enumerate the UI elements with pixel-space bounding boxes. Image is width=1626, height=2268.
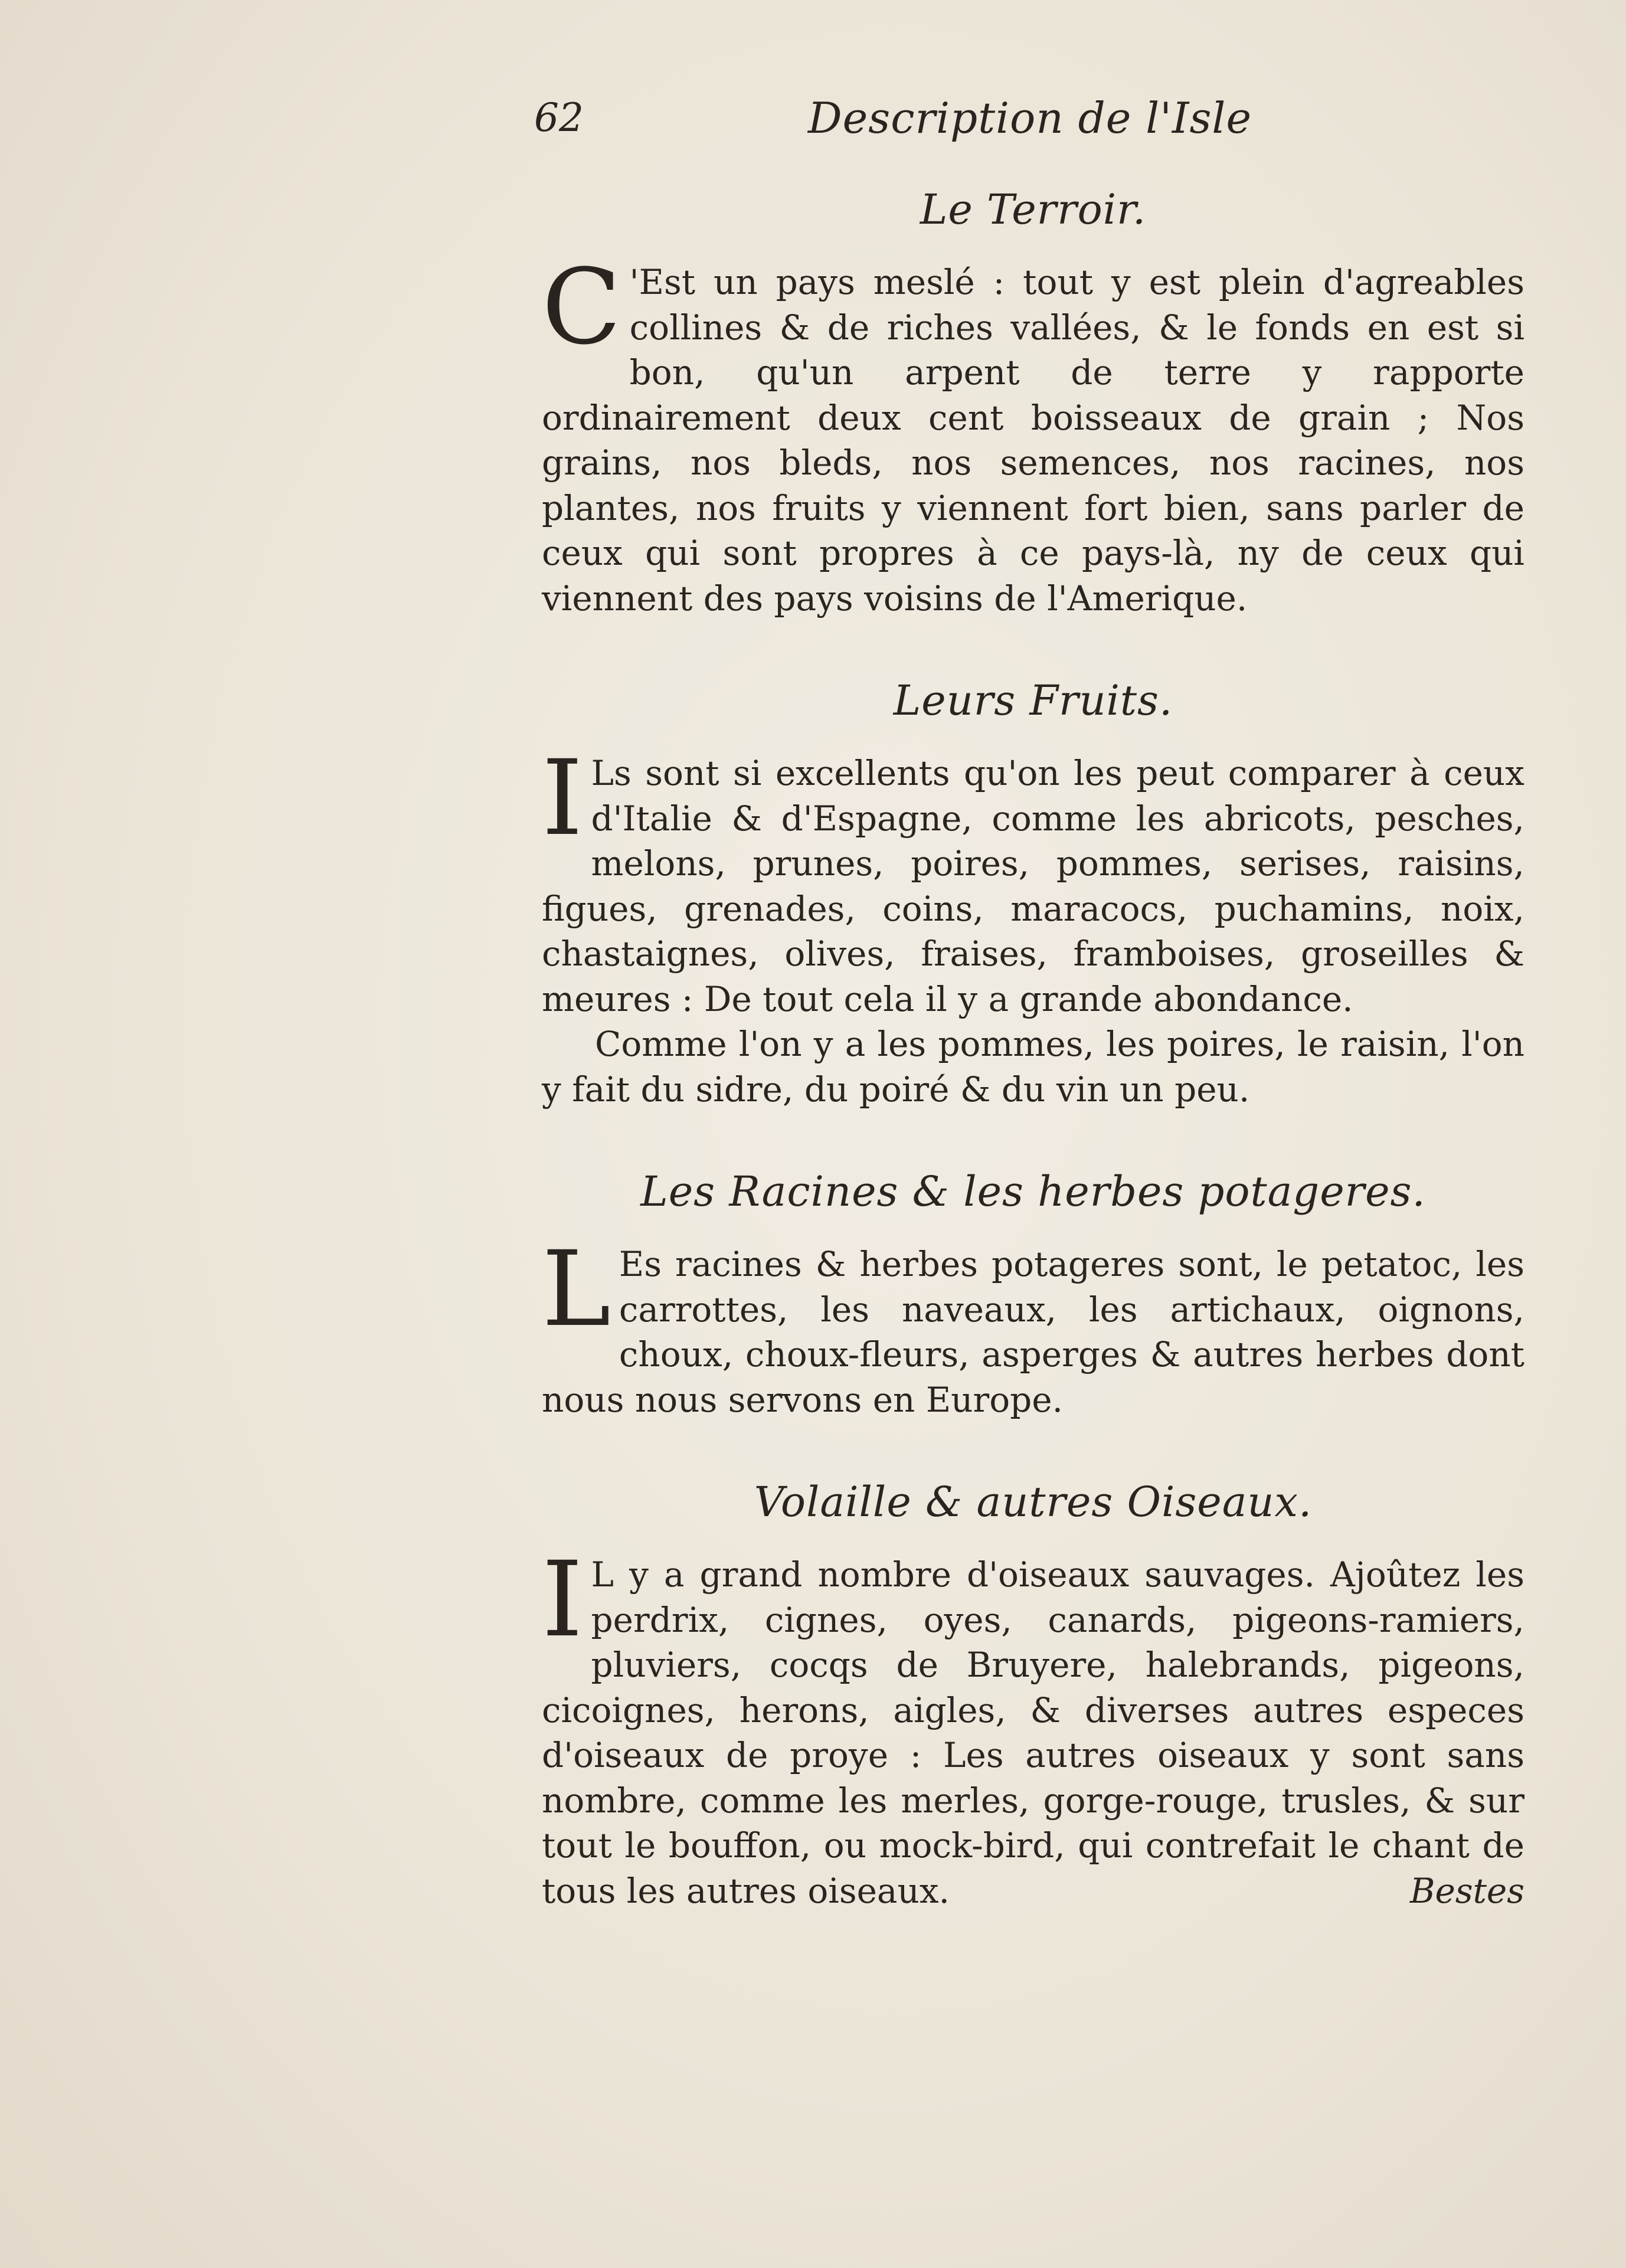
- section-terroir: [542, 183, 1524, 621]
- section-volaille: [542, 1475, 1524, 1913]
- page-header: [534, 89, 1526, 148]
- page-content: [542, 177, 1524, 1913]
- paragraph-text: 'Est un pays meslé : tout y est plein d'agreables collines & de riches vallées, & le fonds en est si bon, qu'un arpent de terre y rapporte ordinairement deux cent boisseaux de grain ; Nos grains, nos bleds, nos semences, nos racines, nos plantes, nos fruits y viennent fort bien, sans parler de ceux qui sont propres à ce pays-là, ny de ceux qui viennent des pays voisins de l'Amerique.: [542, 262, 1524, 618]
- section-fruits: [542, 674, 1524, 1112]
- section-heading: Leurs Fruits.: [893, 676, 1173, 725]
- section-heading: Volaille & autres Oiseaux.: [754, 1478, 1313, 1526]
- section-paragraph: [542, 738, 1524, 1022]
- section-paragraph: [542, 247, 1524, 621]
- catchword: Bestes: [1409, 1871, 1524, 1911]
- section-paragraph: [542, 1229, 1524, 1422]
- drop-capital: I: [542, 1539, 583, 1660]
- drop-capital: C: [542, 247, 621, 368]
- drop-capital: I: [542, 738, 583, 859]
- paragraph-text: Ls sont si excellents qu'on les peut comparer à ceux d'Italie & d'Espagne, comme les abricots, pesches, melons, prunes, poires, pommes, serises, raisins, figues, grenades, coins, maracocs, puchamins, noix, chastaignes, olives, fraises, framboises, groseilles & meures : De tout cela il y a grande abondance.: [542, 753, 1524, 1019]
- section-paragraph-2: Comme l'on y a les pommes, les poires, le raisin, l'on y fait du sidre, du poiré & du vin un peu.: [542, 1024, 1524, 1110]
- page-number: 62: [534, 95, 584, 140]
- section-heading: Les Racines & les herbes potageres.: [640, 1167, 1426, 1216]
- section-racines: [542, 1165, 1524, 1422]
- drop-capital: L: [542, 1229, 611, 1350]
- running-title: Description de l'Isle: [807, 93, 1252, 143]
- paragraph-text: L y a grand nombre d'oiseaux sauvages. Ajoûtez les perdrix, cignes, oyes, canards, pigeons-ramiers, pluviers, cocqs de Bruyere, halebrands, pigeons, cicoignes, herons, aigles, & diverses autres especes d'oiseaux de proye : Les autres oiseaux y sont sans nombre, comme les merles, gorge-rouge, trusles, & sur tout le bouffon, ou mock-bird, qui contrefait le chant de tous les autres oiseaux.: [542, 1554, 1524, 1911]
- section-heading: Le Terroir.: [920, 185, 1147, 234]
- section-paragraph: [542, 1539, 1524, 1913]
- paragraph-text: Es racines & herbes potageres sont, le petatoc, les carrottes, les naveaux, les artichaux, oignons, choux, choux-fleurs, asperges & autres herbes dont nous nous servons en Europe.: [542, 1244, 1524, 1420]
